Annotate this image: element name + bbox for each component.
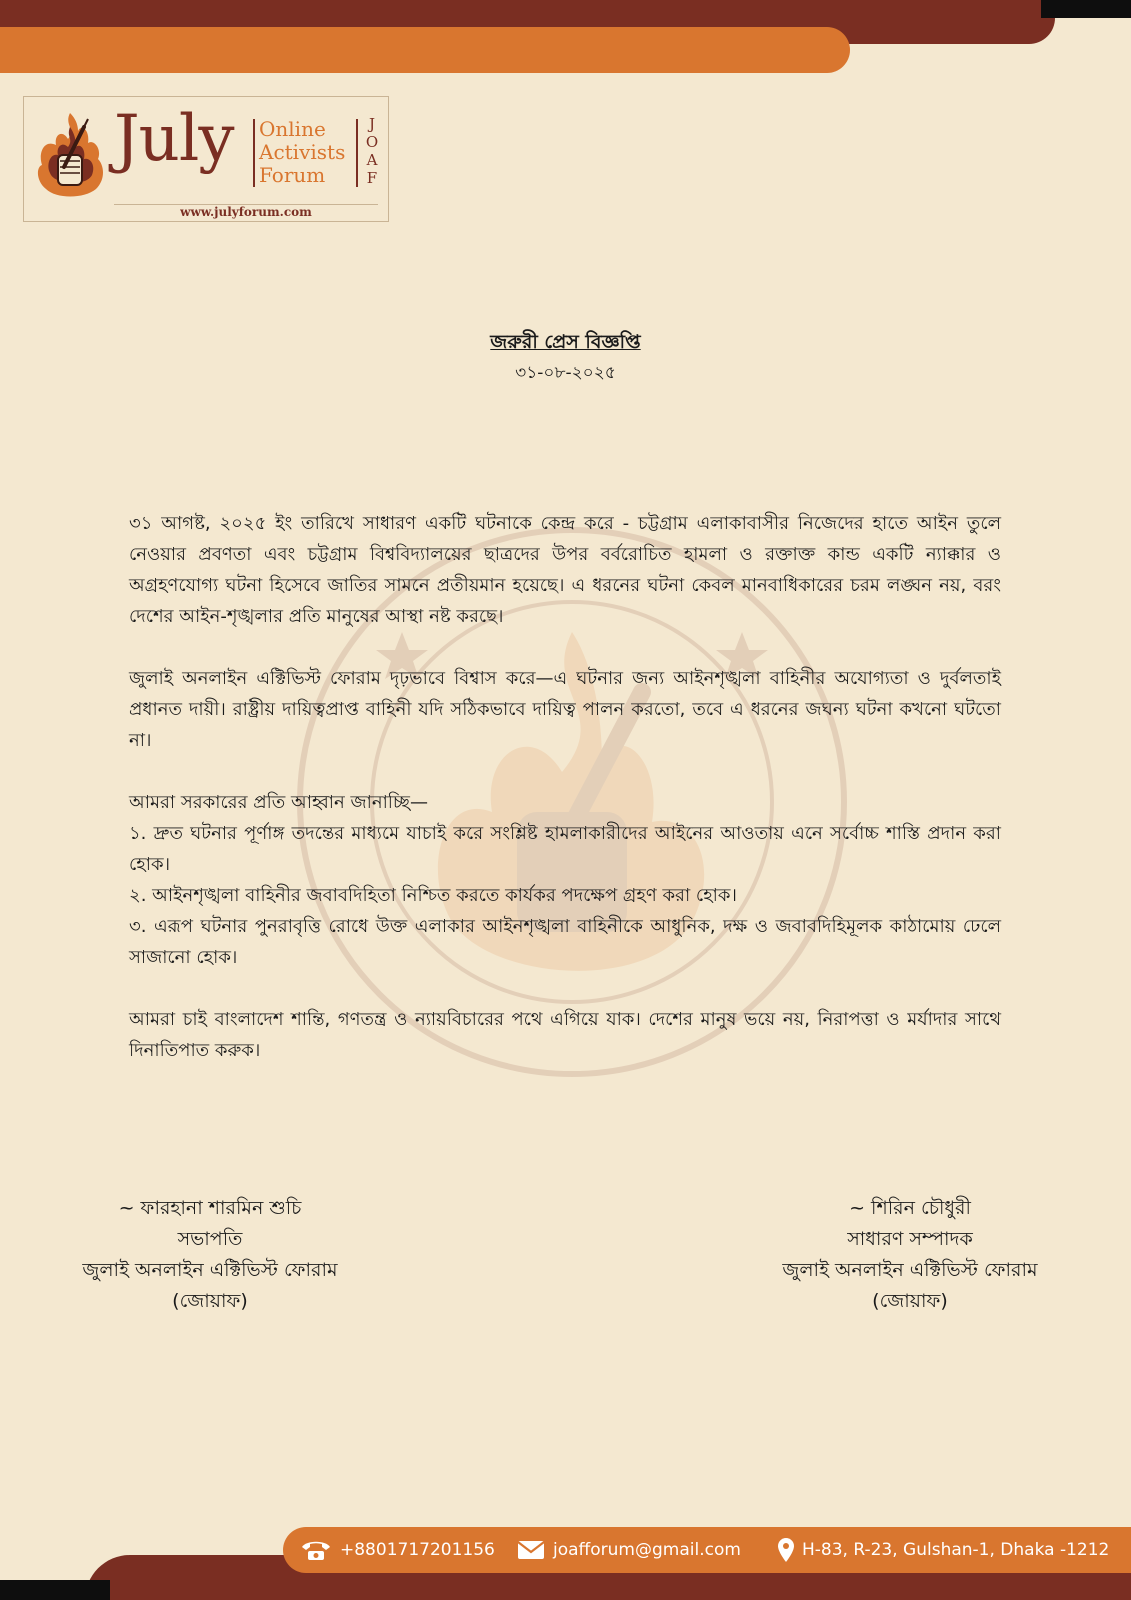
logo-divider-2 [356,119,358,187]
paragraph-closing: আমরা চাই বাংলাদেশ শান্তি, গণতন্ত্র ও ন্যায়বিচারের পথে এগিয়ে যাক। দেশের মানুষ ভয়ে নয়, নিরাপত্তা ও মর্যাদার সাথে দিনাতিপাত করুক। [129,1009,1001,1061]
paragraph-gap [129,756,1001,787]
signatory-name: ~ শিরিন চৌধুরী [849,1197,971,1219]
logo-letter: J [368,115,375,133]
address-text: H-83, R-23, Gulshan-1, Dhaka -1212 [802,1540,1110,1560]
logo-divider [253,119,255,187]
paragraph-gap [129,632,1001,663]
telephone-icon [300,1539,332,1561]
signature-general-secretary [750,1193,1070,1317]
signatory-org: জুলাই অনলাইন এক্টিভিস্ট ফোরাম [82,1259,338,1281]
logo-word-forum: Forum [259,163,326,187]
logo-letter: A [366,151,378,169]
signatory-title: সাধারণ সম্পাদক [847,1228,973,1250]
phone-number: +8801717201156 [340,1540,495,1560]
signatory-org: জুলাই অনলাইন এক্টিভিস্ট ফোরাম [782,1259,1038,1281]
signatory-org-abbr: (জোয়াফ) [172,1290,248,1312]
logo-word-activists: Activists [259,140,346,164]
demands-intro: আমরা সরকারের প্রতি আহ্বান জানাচ্ছি— [129,792,428,813]
paragraph-gap [129,973,1001,1004]
email-address: joafforum@gmail.com [553,1540,741,1560]
paragraph-incident: ৩১ আগষ্ট, ২০২৫ ইং তারিখে সাধারণ একটি ঘটনাকে কেন্দ্র করে - চট্টগ্রাম এলাকাবাসীর নিজেদের হাতে আইন তুলে নেওয়ার প্রবণতা এবং চট্টগ্রাম বিশ্ববিদ্যালয়ের ছাত্রদের উপর বর্বরোচিত হামলা ও রক্তাক্ত কান্ড একটি ন্যাক্কার ও অগ্রহণযোগ্য ঘটনা হিসেবে জাতির সামনে প্রতীয়মান হয়েছে। এ ধরনের ঘটনা কেবল মানবাধিকারের চরম লঙ্ঘন নয়, বরং দেশের আইন-শৃঙ্খলার প্রতি মানুষের আস্থা নষ্ট করছে। [129,513,1001,627]
footer-band-black [0,1580,110,1600]
location-pin-icon [778,1538,794,1562]
footer-phone[interactable] [300,1527,495,1573]
notice-body [129,508,1001,1066]
demand-item: ২. আইনশৃঙ্খলা বাহিনীর জবাবদিহিতা নিশ্চিত করতে কার্যকর পদক্ষেপ গ্রহণ করা হোক। [129,885,737,906]
logo-word-online: Online [259,117,326,141]
logo-website: www.julyforum.com [180,205,312,219]
footer-email[interactable] [517,1527,741,1573]
forum-logo [23,96,389,222]
notice-title: জরুরী প্রেস বিজ্ঞপ্তি [490,331,641,353]
envelope-icon [517,1540,545,1560]
demand-item: ৩. এরূপ ঘটনার পুনরাবৃত্তি রোধে উক্ত এলাকার আইনশৃঙ্খলা বাহিনীকে আধুনিক, দক্ষ ও জবাবদিহিমূলক কাঠামোয় ঢেলে সাজানো হোক। [129,916,1001,968]
logo-letter: O [365,133,379,151]
signature-president [50,1193,370,1317]
signatory-org-abbr: (জোয়াফ) [872,1290,948,1312]
signatory-title: সভাপতি [177,1228,243,1250]
logo-letter: F [366,169,378,187]
flame-fist-pen-icon [34,109,106,201]
signatory-name: ~ ফারহানা শারমিন শুচি [118,1197,302,1219]
header-band-black [1041,0,1131,18]
logo-wordmark: July [114,102,234,176]
demand-item: ১. দ্রুত ঘটনার পূর্ণাঙ্গ তদন্তের মাধ্যমে যাচাই করে সংশ্লিষ্ট হামলাকারীদের আইনের আওতায় এনে সর্বোচ্চ শাস্তি প্রদান করা হোক। [129,823,1001,875]
footer-address [778,1527,1109,1573]
paragraph-position: জুলাই অনলাইন এক্টিভিস্ট ফোরাম দৃঢ়ভাবে বিশ্বাস করে—এ ঘটনার জন্য আইনশৃঙ্খলা বাহিনীর অযোগ্যতা ও দুর্বলতাই প্রধানত দায়ী। রাষ্ট্রীয় দায়িত্বপ্রাপ্ত বাহিনী যদি সঠিকভাবে দায়িত্ব পালন করতো, তবে এ ধরনের জঘন্য ঘটনা কখনো ঘটতো না। [129,668,1001,751]
header-band-orange [0,27,850,73]
logo-abbreviation [364,115,380,187]
notice-date: ৩১-০৮-২০২৫ [515,363,616,383]
logo-subtitle [259,118,345,187]
